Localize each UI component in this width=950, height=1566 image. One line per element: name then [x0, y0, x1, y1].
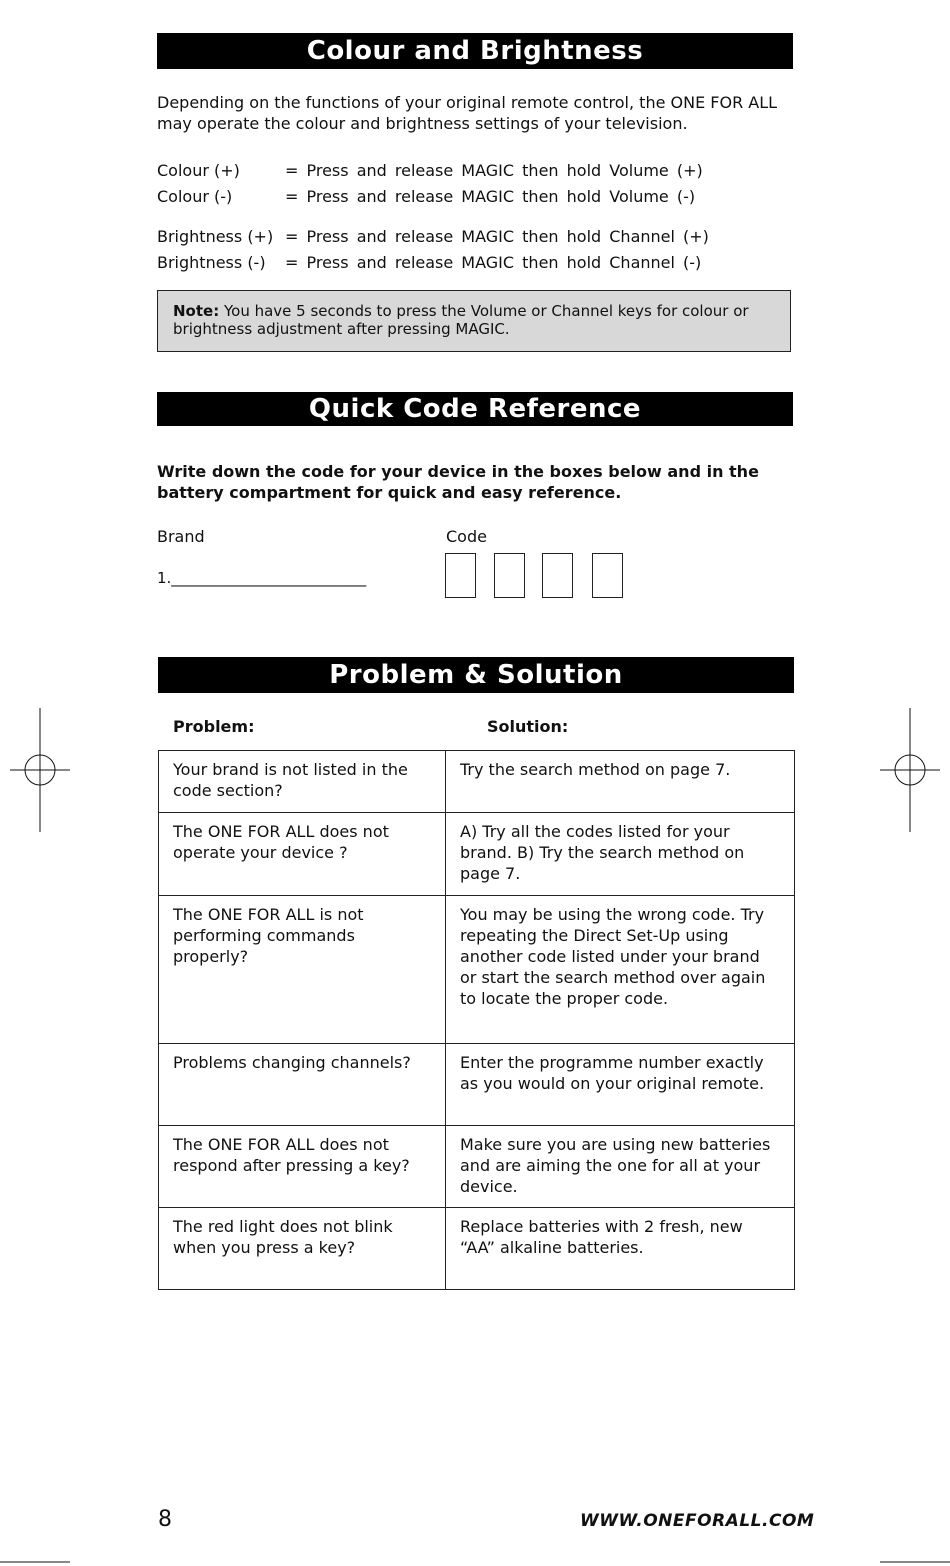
crop-mark-bottom-right-icon — [878, 1560, 950, 1564]
problem-cell: Your brand is not listed in the code section? — [159, 751, 446, 813]
problem-cell: Problems changing channels? — [159, 1044, 446, 1126]
section-title-quick-code: Quick Code Reference — [157, 392, 793, 426]
section-title-problem-solution: Problem & Solution — [158, 657, 794, 693]
page-number: 8 — [158, 1507, 172, 1532]
quick-code-instruction: Write down the code for your device in the boxes below and in the battery compartment for quick and easy reference. — [157, 462, 759, 502]
note-label: Note: — [173, 302, 220, 320]
row-action: = Press and release MAGIC then hold Volume (-) — [285, 187, 696, 206]
problem-cell: The ONE FOR ALL does not operate your device ? — [159, 813, 446, 896]
website-url: WWW.ONEFORALL.COM — [580, 1511, 815, 1531]
intro-paragraph: Depending on the functions of your original remote control, the ONE FOR ALL may operate the colour and brightness settings of your television. — [157, 93, 778, 133]
code-box-2 — [494, 553, 525, 598]
row-label: Colour (+) — [157, 161, 240, 180]
solution-cell: Replace batteries with 2 fresh, new “AA” alkaline batteries. — [446, 1208, 795, 1290]
section-title-colour-brightness: Colour and Brightness — [157, 33, 793, 69]
problem-header: Problem: — [173, 717, 255, 736]
code-box-3 — [542, 553, 573, 598]
solution-cell: Enter the programme number exactly as you would on your original remote. — [446, 1044, 795, 1126]
row-action: = Press and release MAGIC then hold Channel (+) — [285, 227, 709, 246]
row-label: Colour (-) — [157, 187, 233, 206]
problem-cell: The ONE FOR ALL is not performing commands properly? — [159, 896, 446, 1044]
note-box — [157, 290, 791, 352]
solution-cell: You may be using the wrong code. Try repeating the Direct Set-Up using another code listed under your brand or start the search method over again to locate the proper code. — [446, 896, 795, 1044]
code-box-4 — [592, 553, 623, 598]
table-row — [159, 1126, 795, 1208]
solution-cell: Try the search method on page 7. — [446, 751, 795, 813]
problem-solution-table — [158, 750, 795, 1290]
table-row — [159, 896, 795, 1044]
code-label: Code — [446, 527, 487, 546]
table-row — [159, 751, 795, 813]
code-box-1 — [445, 553, 476, 598]
brand-entry-line: 1.__________________________ — [157, 569, 367, 587]
row-label: Brightness (+) — [157, 227, 274, 246]
solution-cell: A) Try all the codes listed for your brand. B) Try the search method on page 7. — [446, 813, 795, 896]
row-label: Brightness (-) — [157, 253, 266, 272]
crop-mark-bottom-left-icon — [0, 1560, 72, 1564]
note-text: You have 5 seconds to press the Volume or Channel keys for colour or brightness adjustment after pressing MAGIC. — [173, 302, 749, 338]
table-row — [159, 1044, 795, 1126]
registration-mark-left-icon — [8, 708, 72, 832]
brand-label: Brand — [157, 527, 205, 546]
solution-cell: Make sure you are using new batteries and are aiming the one for all at your device. — [446, 1126, 795, 1208]
problem-cell: The ONE FOR ALL does not respond after pressing a key? — [159, 1126, 446, 1208]
problem-cell: The red light does not blink when you press a key? — [159, 1208, 446, 1290]
table-row — [159, 813, 795, 896]
row-action: = Press and release MAGIC then hold Channel (-) — [285, 253, 702, 272]
solution-header: Solution: — [487, 717, 569, 736]
row-action: = Press and release MAGIC then hold Volume (+) — [285, 161, 703, 180]
table-row — [159, 1208, 795, 1290]
registration-mark-right-icon — [878, 708, 942, 832]
